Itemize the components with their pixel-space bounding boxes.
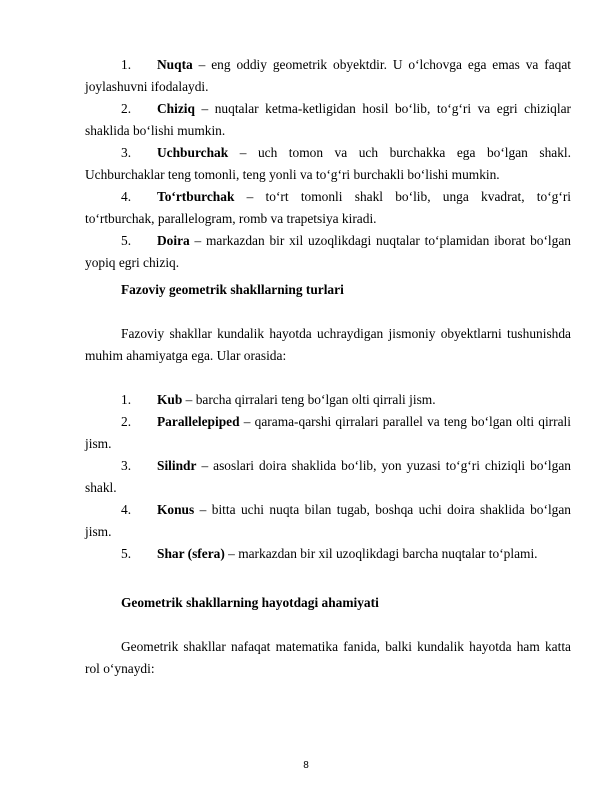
list-item [85, 543, 571, 565]
term: Doira [157, 233, 190, 248]
term: Nuqta [157, 57, 193, 72]
term: To‘rtburchak [157, 189, 235, 204]
list-number: 3. [121, 145, 132, 160]
definition: – eng oddiy geometrik obyektdir. U o‘lchovga ega emas va faqat joylashuvni ifodalaydi. [85, 57, 571, 94]
paragraph: Geometrik shakllar nafaqat matematika fanida, balki kundalik hayotda ham katta rol o‘ynaydi: [85, 639, 571, 676]
list-item [85, 389, 571, 411]
definition: – markazdan bir xil uzoqlikdagi barcha nuqtalar to‘plami. [224, 546, 538, 561]
list-item [85, 142, 571, 186]
term: Kub [157, 392, 183, 407]
definition: – to‘rt tomonli shakl bo‘lib, unga kvadrat, to‘g‘ri to‘rtburchak, parallelogram, romb va trapetsiya kiradi. [85, 189, 571, 226]
list-number: 4. [121, 189, 132, 204]
term: Konus [157, 502, 195, 517]
list-number: 1. [121, 392, 132, 407]
list-number: 2. [121, 414, 132, 429]
section-heading: Geometrik shakllarning hayotdagi ahamiyati [121, 595, 379, 610]
list-number: 5. [121, 546, 132, 561]
definition: – qarama-qarshi qirralari parallel va teng bo‘lgan olti qirrali jism. [85, 414, 571, 451]
list-item [85, 230, 571, 274]
list-number: 1. [121, 57, 132, 72]
list-item [85, 499, 571, 543]
list-item [85, 411, 571, 455]
term: Shar (sfera) [157, 546, 225, 561]
section-heading: Fazoviy geometrik shakllarning turlari [121, 282, 344, 297]
page-number: 8 [303, 760, 309, 771]
list-item [85, 98, 571, 142]
definition: – uch tomon va uch burchakka ega bo‘lgan shakl. Uchburchaklar teng tomonli, teng yonli va to‘g‘ri burchakli bo‘lishi mumkin. [85, 145, 571, 182]
definition: – bitta uchi nuqta bilan tugab, boshqa uchi doira shaklida bo‘lgan jism. [85, 502, 571, 539]
term: Uchburchak [157, 145, 229, 160]
list-number: 2. [121, 101, 132, 116]
definition: – asoslari doira shaklida bo‘lib, yon yuzasi to‘g‘ri chiziqli bo‘lgan shakl. [85, 458, 571, 495]
term: Parallelepiped [157, 414, 240, 429]
term: Chiziq [157, 101, 195, 116]
definition: – markazdan bir xil uzoqlikdagi nuqtalar to‘plamidan iborat bo‘lgan yopiq egri chiziq. [85, 233, 571, 270]
list-item [85, 455, 571, 499]
list-number: 5. [121, 233, 132, 248]
list-number: 3. [121, 458, 132, 473]
list-number: 4. [121, 502, 132, 517]
list-item [85, 54, 571, 98]
definition: – barcha qirralari teng bo‘lgan olti qirrali jism. [182, 392, 436, 407]
list-item [85, 186, 571, 230]
definition: – nuqtalar ketma-ketligidan hosil bo‘lib, to‘g‘ri va egri chiziqlar shaklida bo‘lishi mumkin. [85, 101, 571, 138]
term: Silindr [157, 458, 197, 473]
paragraph: Fazoviy shakllar kundalik hayotda uchraydigan jismoniy obyektlarni tushunishda muhim ahamiyatga ega. Ular orasida: [85, 326, 571, 363]
